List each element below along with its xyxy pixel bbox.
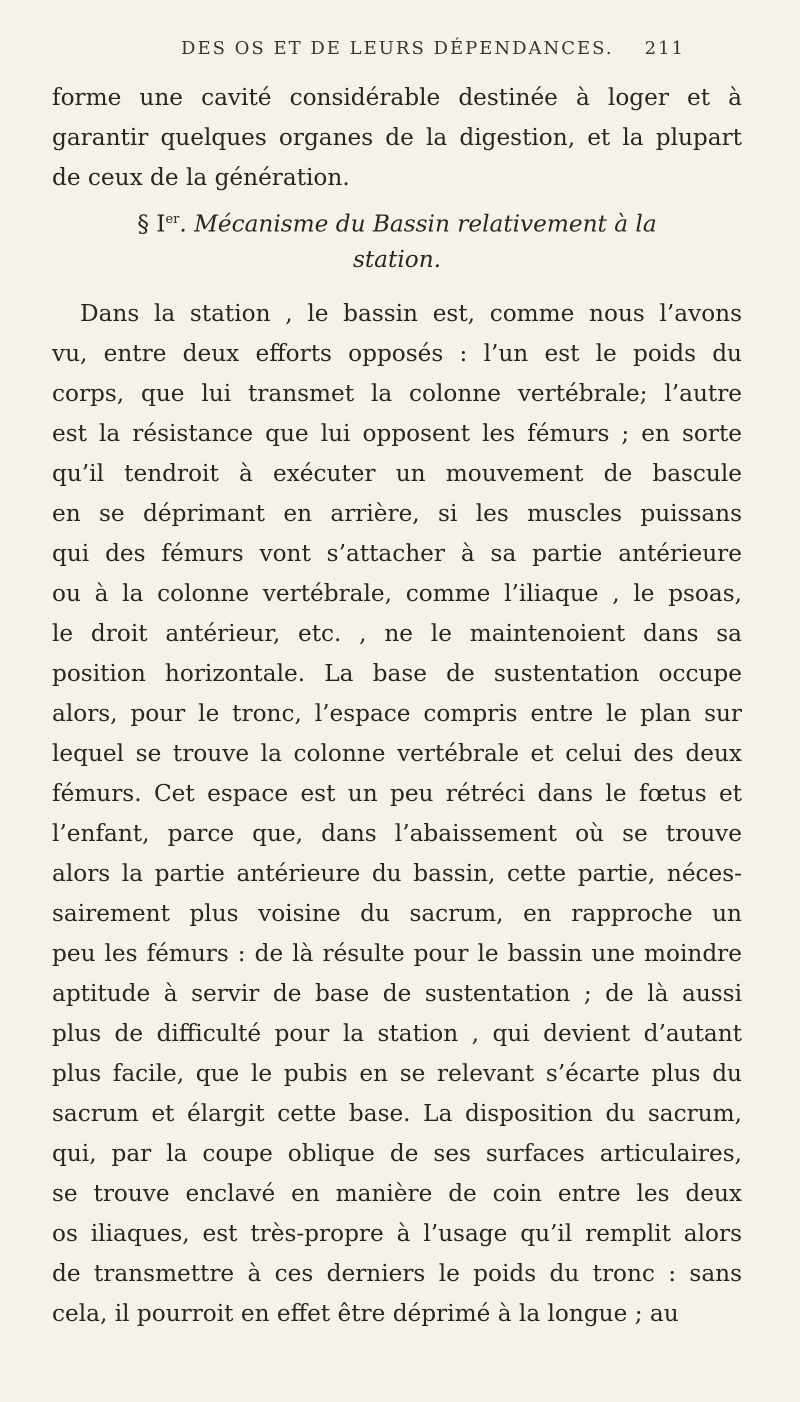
text-line: de transmettre à ces derniers le poids du tronc : sans [52,1260,742,1287]
text-line: plus de difficulté pour la station , qui devient d’autant [52,1020,742,1047]
text-line: qu’il tendroit à exécuter un mouvement de bascule [52,460,742,487]
text-line: sairement plus voisine du sacrum, en rapproche un [52,900,742,927]
text-line: os iliaques, est très-propre à l’usage qu’il remplit alors [52,1220,742,1247]
text-line: cela, il pourroit en effet être déprimé à la longue ; au [52,1300,679,1327]
text-line: position horizontale. La base de sustentation occupe [52,660,742,687]
text-line: se trouve enclavé en manière de coin entre les deux [52,1180,742,1207]
text-line: en se déprimant en arrière, si les muscles puissans [52,500,742,527]
running-head [120,38,685,59]
text-line: peu les fémurs : de là résulte pour le bassin une moindre [52,940,742,967]
text-line: fémurs. Cet espace est un peu rétréci dans le fœtus et [52,780,742,807]
text-line: garantir quelques organes de la digestion, et la plupart [52,124,742,151]
section-heading-line-1: § Ier. Mécanisme du Bassin relativement à la [137,210,657,238]
text-line: vu, entre deux efforts opposés : l’un est le poids du [52,340,742,367]
text-line: ou à la colonne vertébrale, comme l’iliaque , le psoas, [52,580,742,607]
text-line: forme une cavité considérable destinée à loger et à [52,84,742,111]
text-line: qui, par la coupe oblique de ses surfaces articulaires, [52,1140,742,1167]
section-number-sup: er [165,212,180,227]
text-line: l’enfant, parce que, dans l’abaissement où se trouve [52,820,742,847]
section-title-line-1: Mécanisme du Bassin relativement à la [194,210,657,238]
running-title: DES OS ET DE LEURS DÉPENDANCES. [181,38,614,59]
text-line: plus facile, que le pubis en se relevant s’écarte plus du [52,1060,742,1087]
text-line: sacrum et élargit cette base. La disposition du sacrum, [52,1100,742,1127]
text-line: alors la partie antérieure du bassin, cette partie, néces- [52,860,742,887]
section-mark: § [137,210,149,238]
text-line: aptitude à servir de base de sustentation ; de là aussi [52,980,742,1007]
text-line: alors, pour le tronc, l’espace compris entre le plan sur [52,700,742,727]
text-line: le droit antérieur, etc. , ne le maintenoient dans sa [52,620,742,647]
section-heading [52,200,742,280]
text-line: corps, que lui transmet la colonne vertébrale; l’autre [52,380,742,407]
text-line: Dans la station , le bassin est, comme nous l’avons [80,300,742,327]
text-line: est la résistance que lui opposent les fémurs ; en sorte [52,420,742,447]
intro-paragraph [52,78,742,198]
section-title-line-2: station. [352,246,442,273]
section-number: I [156,210,166,238]
text-line: de ceux de la génération. [52,164,350,191]
text-line: qui des fémurs vont s’attacher à sa partie antérieure [52,540,742,567]
body-paragraph [52,294,742,1334]
page-number: 211 [644,38,685,59]
text-line: lequel se trouve la colonne vertébrale et celui des deux [52,740,742,767]
